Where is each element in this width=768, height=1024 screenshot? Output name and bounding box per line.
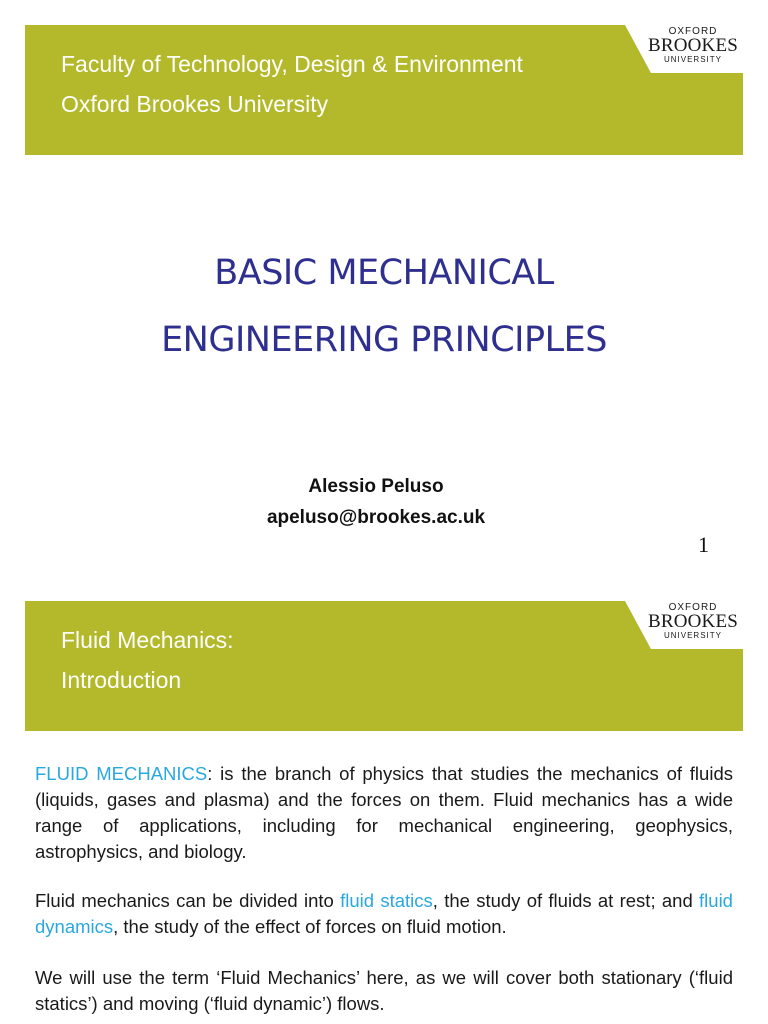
text-span: ’ here, as we will cover both stationary (‘ — [355, 967, 700, 988]
logo-university-text: UNIVERSITY — [663, 55, 722, 64]
logo-oxford-text: OXFORD — [668, 602, 718, 613]
paragraph-scope — [35, 965, 733, 1017]
logo-university-text: UNIVERSITY — [663, 631, 722, 640]
author-name: Alessio Peluso — [308, 476, 444, 497]
slide2-header-banner — [25, 601, 743, 731]
text-span: , the study of the effect of forces on fluid motion. — [113, 916, 507, 937]
logo-brookes-text: BROOKES — [647, 35, 739, 56]
slide1-header-banner — [25, 25, 743, 155]
bold-fluid-mechanics: Fluid Mechanics — [220, 967, 356, 988]
title-line-1: BASIC MECHANICAL — [214, 253, 554, 293]
paragraph-definition — [35, 761, 733, 865]
author-email: apeluso@brookes.ac.uk — [266, 507, 486, 528]
slide2-title-line-2: Introduction — [61, 667, 182, 693]
text-span: We will use the term ‘ — [35, 967, 221, 988]
text-span: ’) and moving (‘ — [87, 993, 214, 1014]
page-number: 1 — [698, 532, 709, 557]
bold-fluid-dynamic: fluid dynamic — [213, 993, 322, 1014]
slide2-title-line-1: Fluid Mechanics: — [61, 627, 234, 653]
paragraph-divisions — [35, 888, 733, 940]
university-name: Oxford Brookes University — [61, 91, 329, 117]
title-line-2: ENGINEERING PRINCIPLES — [161, 320, 607, 360]
logo-brookes-text: BROOKES — [647, 611, 739, 632]
oxford-brookes-logo — [625, 601, 743, 649]
text-span: ’) flows. — [321, 993, 385, 1014]
faculty-name: Faculty of Technology, Design & Environment — [61, 51, 523, 77]
text-span: , the study of fluids at rest; and — [432, 890, 700, 911]
text-span: Fluid mechanics can be divided into — [35, 890, 341, 911]
oxford-brookes-logo — [625, 25, 743, 73]
logo-oxford-text: OXFORD — [668, 26, 718, 37]
term-fluid-dynamics: fluid dynamics — [35, 890, 733, 937]
definition-text: : is the branch of physics that studies the mechanics of fluids (liquids, gases and plasma) and the forces on them. Fluid mechanics has a wide range of applications, including for mechanical engineering, geophysics, astrophysics, and biology. — [35, 763, 733, 862]
term-fluid-statics: fluid statics — [340, 890, 433, 911]
bold-fluid-statics: fluid statics — [35, 967, 733, 1014]
term-fluid-mechanics: FLUID MECHANICS — [35, 763, 208, 784]
